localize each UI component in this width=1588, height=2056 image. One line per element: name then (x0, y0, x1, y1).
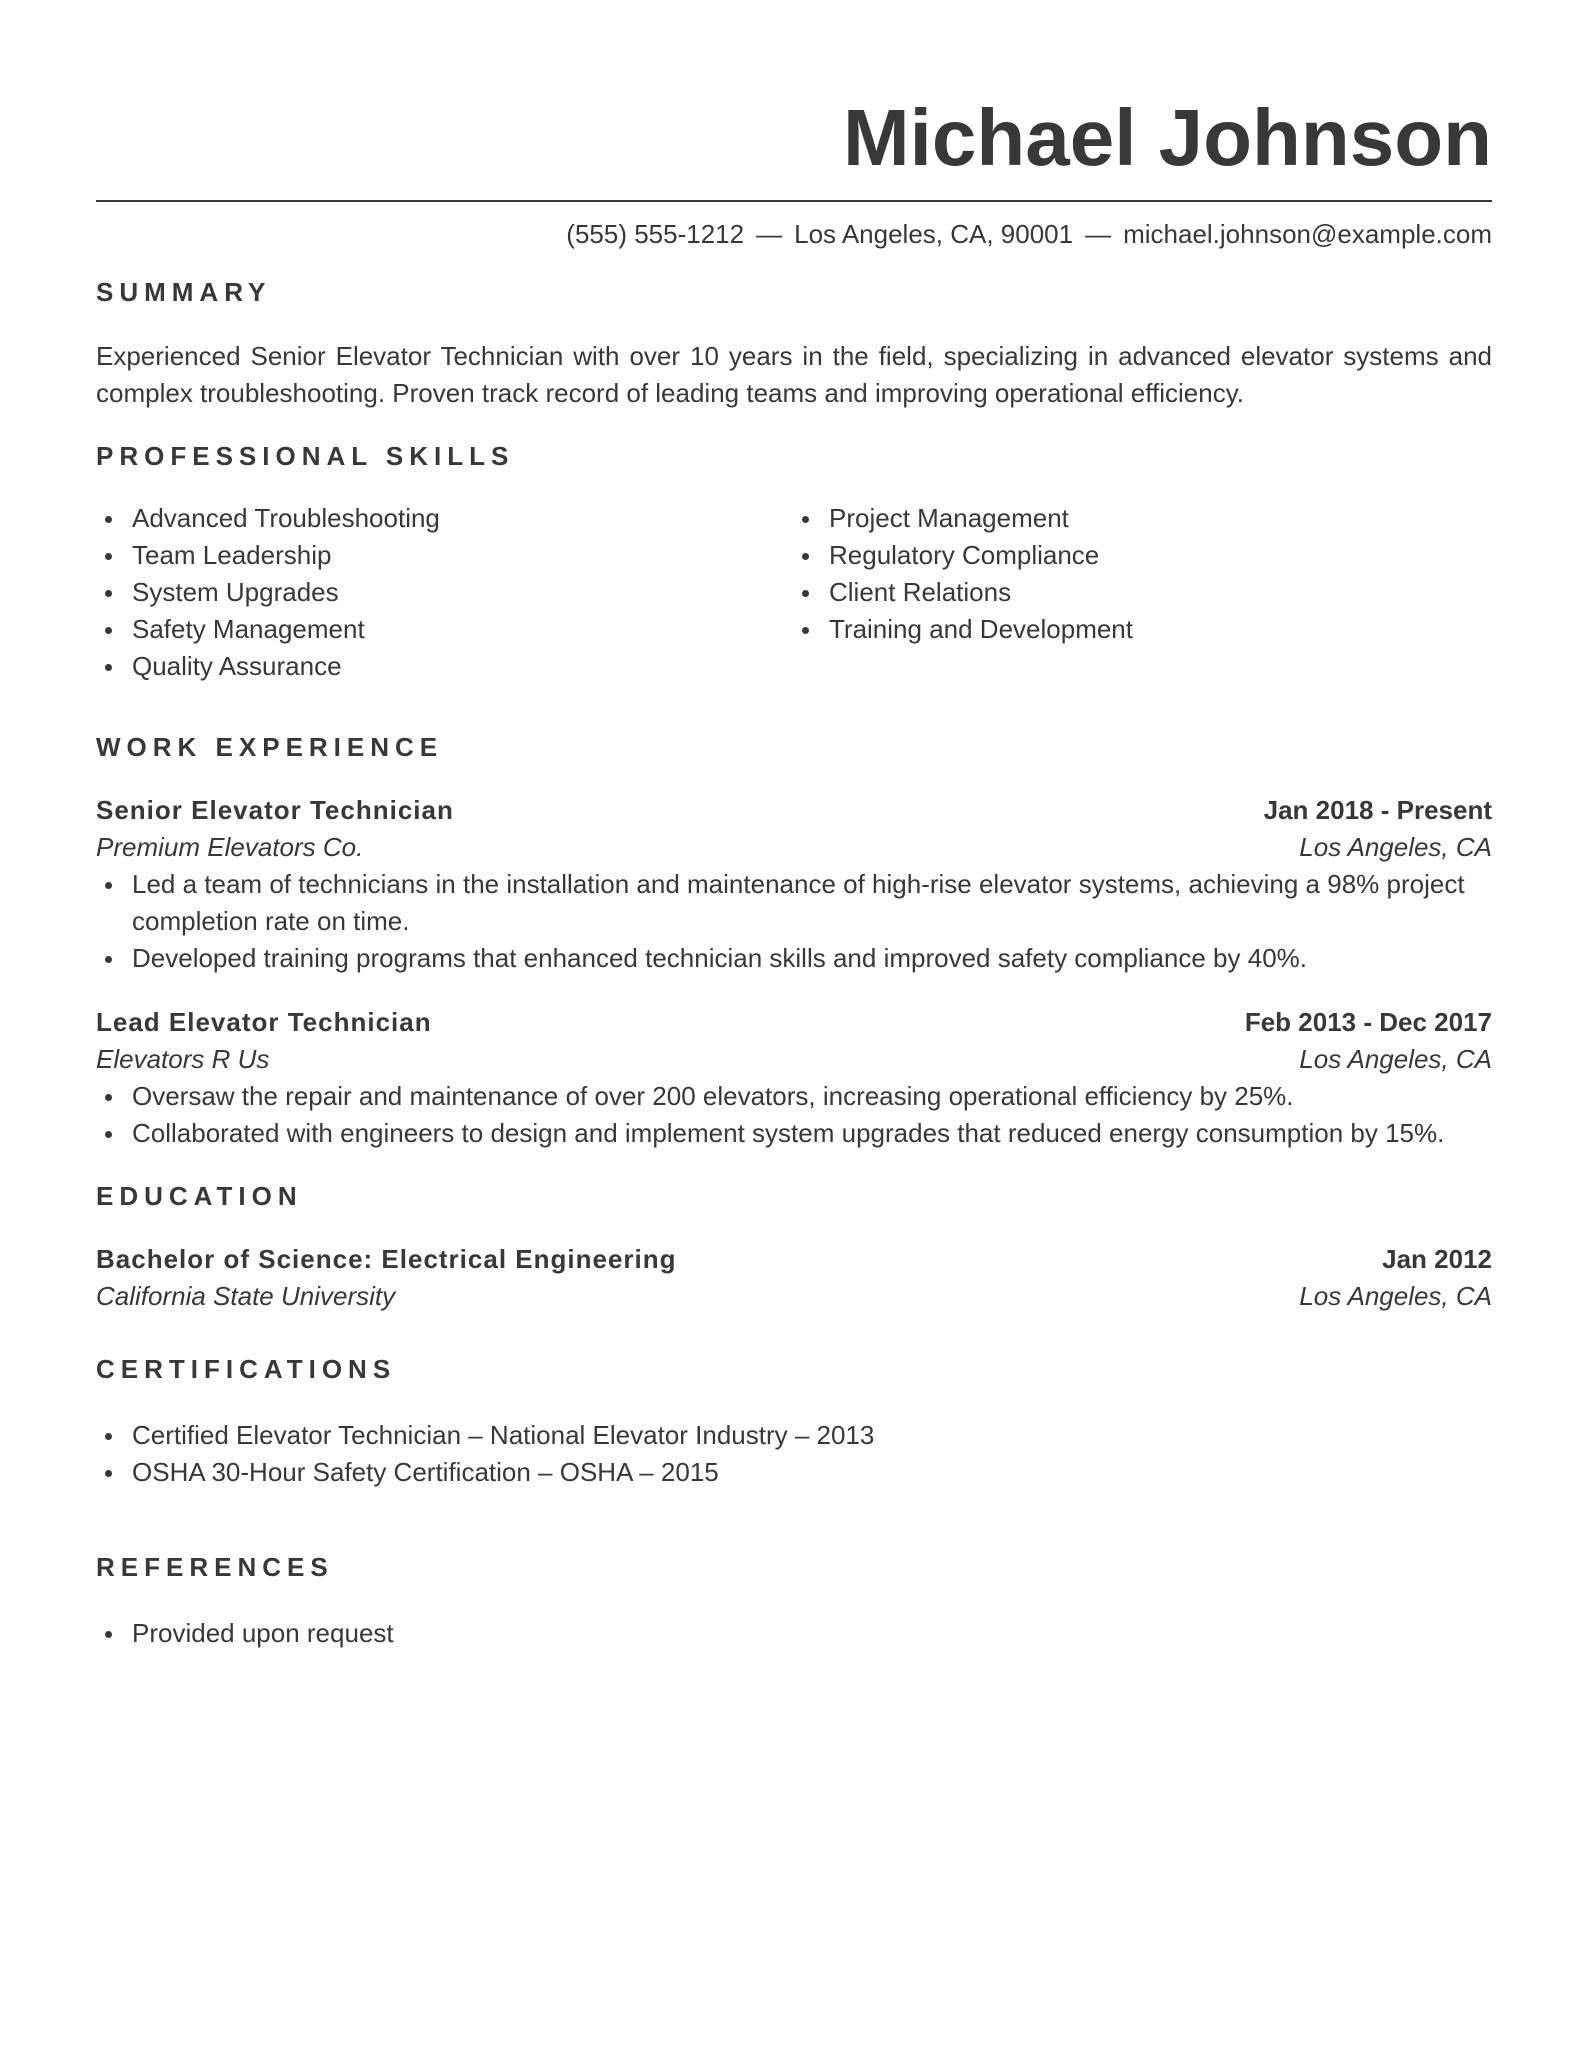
contact-phone: (555) 555-1212 (566, 219, 745, 249)
skill-item: Safety Management (96, 611, 793, 648)
job-company: Premium Elevators Co. (96, 832, 364, 862)
contact-location: Los Angeles, CA, 90001 (794, 219, 1074, 249)
skill-item: Regulatory Compliance (793, 537, 1490, 574)
achievement-item: Led a team of technicians in the installation and maintenance of high-rise elevator systems, achieving a 98% project completion rate on time. (96, 866, 1492, 940)
summary-heading: SUMMARY (96, 277, 272, 307)
skill-item: Quality Assurance (96, 648, 793, 685)
job-title: Senior Elevator Technician (96, 795, 454, 825)
summary-text: Experienced Senior Elevator Technician with over 10 years in the field, specializing in advanced elevator systems and complex troubleshooting. Proven track record of leading teams and improving operational efficiency. (96, 341, 1492, 408)
contact-email[interactable]: michael.johnson@example.com (1123, 219, 1492, 249)
education-heading: EDUCATION (96, 1181, 303, 1211)
certifications-heading: CERTIFICATIONS (96, 1354, 397, 1384)
job-entry (96, 791, 1492, 977)
achievement-item: Oversaw the repair and maintenance of over 200 elevators, increasing operational efficiency by 25%. (96, 1078, 1492, 1115)
job-achievements (96, 866, 1492, 977)
job-company: Elevators R Us (96, 1044, 270, 1074)
education-school: California State University (96, 1281, 396, 1311)
summary-section (96, 274, 1492, 412)
education-subheader (96, 1278, 1492, 1315)
references-heading: REFERENCES (96, 1552, 334, 1582)
job-dates: Feb 2013 - Dec 2017 (1244, 1007, 1492, 1037)
job-entry (96, 1003, 1492, 1152)
reference-item: Provided upon request (96, 1615, 1492, 1652)
education-section (96, 1178, 1492, 1315)
contact-line (96, 216, 1492, 252)
achievement-item: Developed training programs that enhanced technician skills and improved safety compliance by 40%. (96, 940, 1492, 977)
certification-item: OSHA 30-Hour Safety Certification – OSHA – 2015 (96, 1454, 1492, 1491)
skills-right-column (793, 500, 1490, 685)
references-list (96, 1615, 1492, 1652)
skill-item: System Upgrades (96, 574, 793, 611)
job-subheader (96, 1041, 1492, 1078)
certifications-list (96, 1417, 1492, 1491)
education-location: Los Angeles, CA (1299, 1281, 1492, 1311)
education-date: Jan 2012 (1382, 1244, 1492, 1274)
skills-columns (96, 500, 1492, 685)
achievement-item: Collaborated with engineers to design and implement system upgrades that reduced energy consumption by 15%. (96, 1115, 1492, 1152)
experience-heading: WORK EXPERIENCE (96, 732, 444, 762)
skill-item: Client Relations (793, 574, 1490, 611)
skill-item: Advanced Troubleshooting (96, 500, 793, 537)
job-subheader (96, 829, 1492, 866)
job-title: Lead Elevator Technician (96, 1007, 432, 1037)
education-header (96, 1240, 1492, 1278)
skills-left-column (96, 500, 793, 685)
education-entry (96, 1240, 1492, 1315)
skill-item: Project Management (793, 500, 1490, 537)
job-location: Los Angeles, CA (1299, 1044, 1492, 1074)
job-header (96, 791, 1492, 829)
skills-section (96, 438, 1492, 685)
skill-item: Training and Development (793, 611, 1490, 648)
contact-separator: — (756, 219, 783, 249)
education-degree: Bachelor of Science: Electrical Engineering (96, 1244, 677, 1274)
experience-section (96, 729, 1492, 1152)
job-dates: Jan 2018 - Present (1263, 795, 1492, 825)
header-divider (96, 200, 1492, 202)
candidate-name: Michael Johnson (843, 93, 1492, 182)
skill-item: Team Leadership (96, 537, 793, 574)
job-header (96, 1003, 1492, 1041)
skills-heading: PROFESSIONAL SKILLS (96, 441, 515, 471)
certifications-section (96, 1351, 1492, 1491)
job-achievements (96, 1078, 1492, 1152)
job-location: Los Angeles, CA (1299, 832, 1492, 862)
certification-item: Certified Elevator Technician – National Elevator Industry – 2013 (96, 1417, 1492, 1454)
contact-separator: — (1085, 219, 1112, 249)
references-section (96, 1549, 1492, 1652)
